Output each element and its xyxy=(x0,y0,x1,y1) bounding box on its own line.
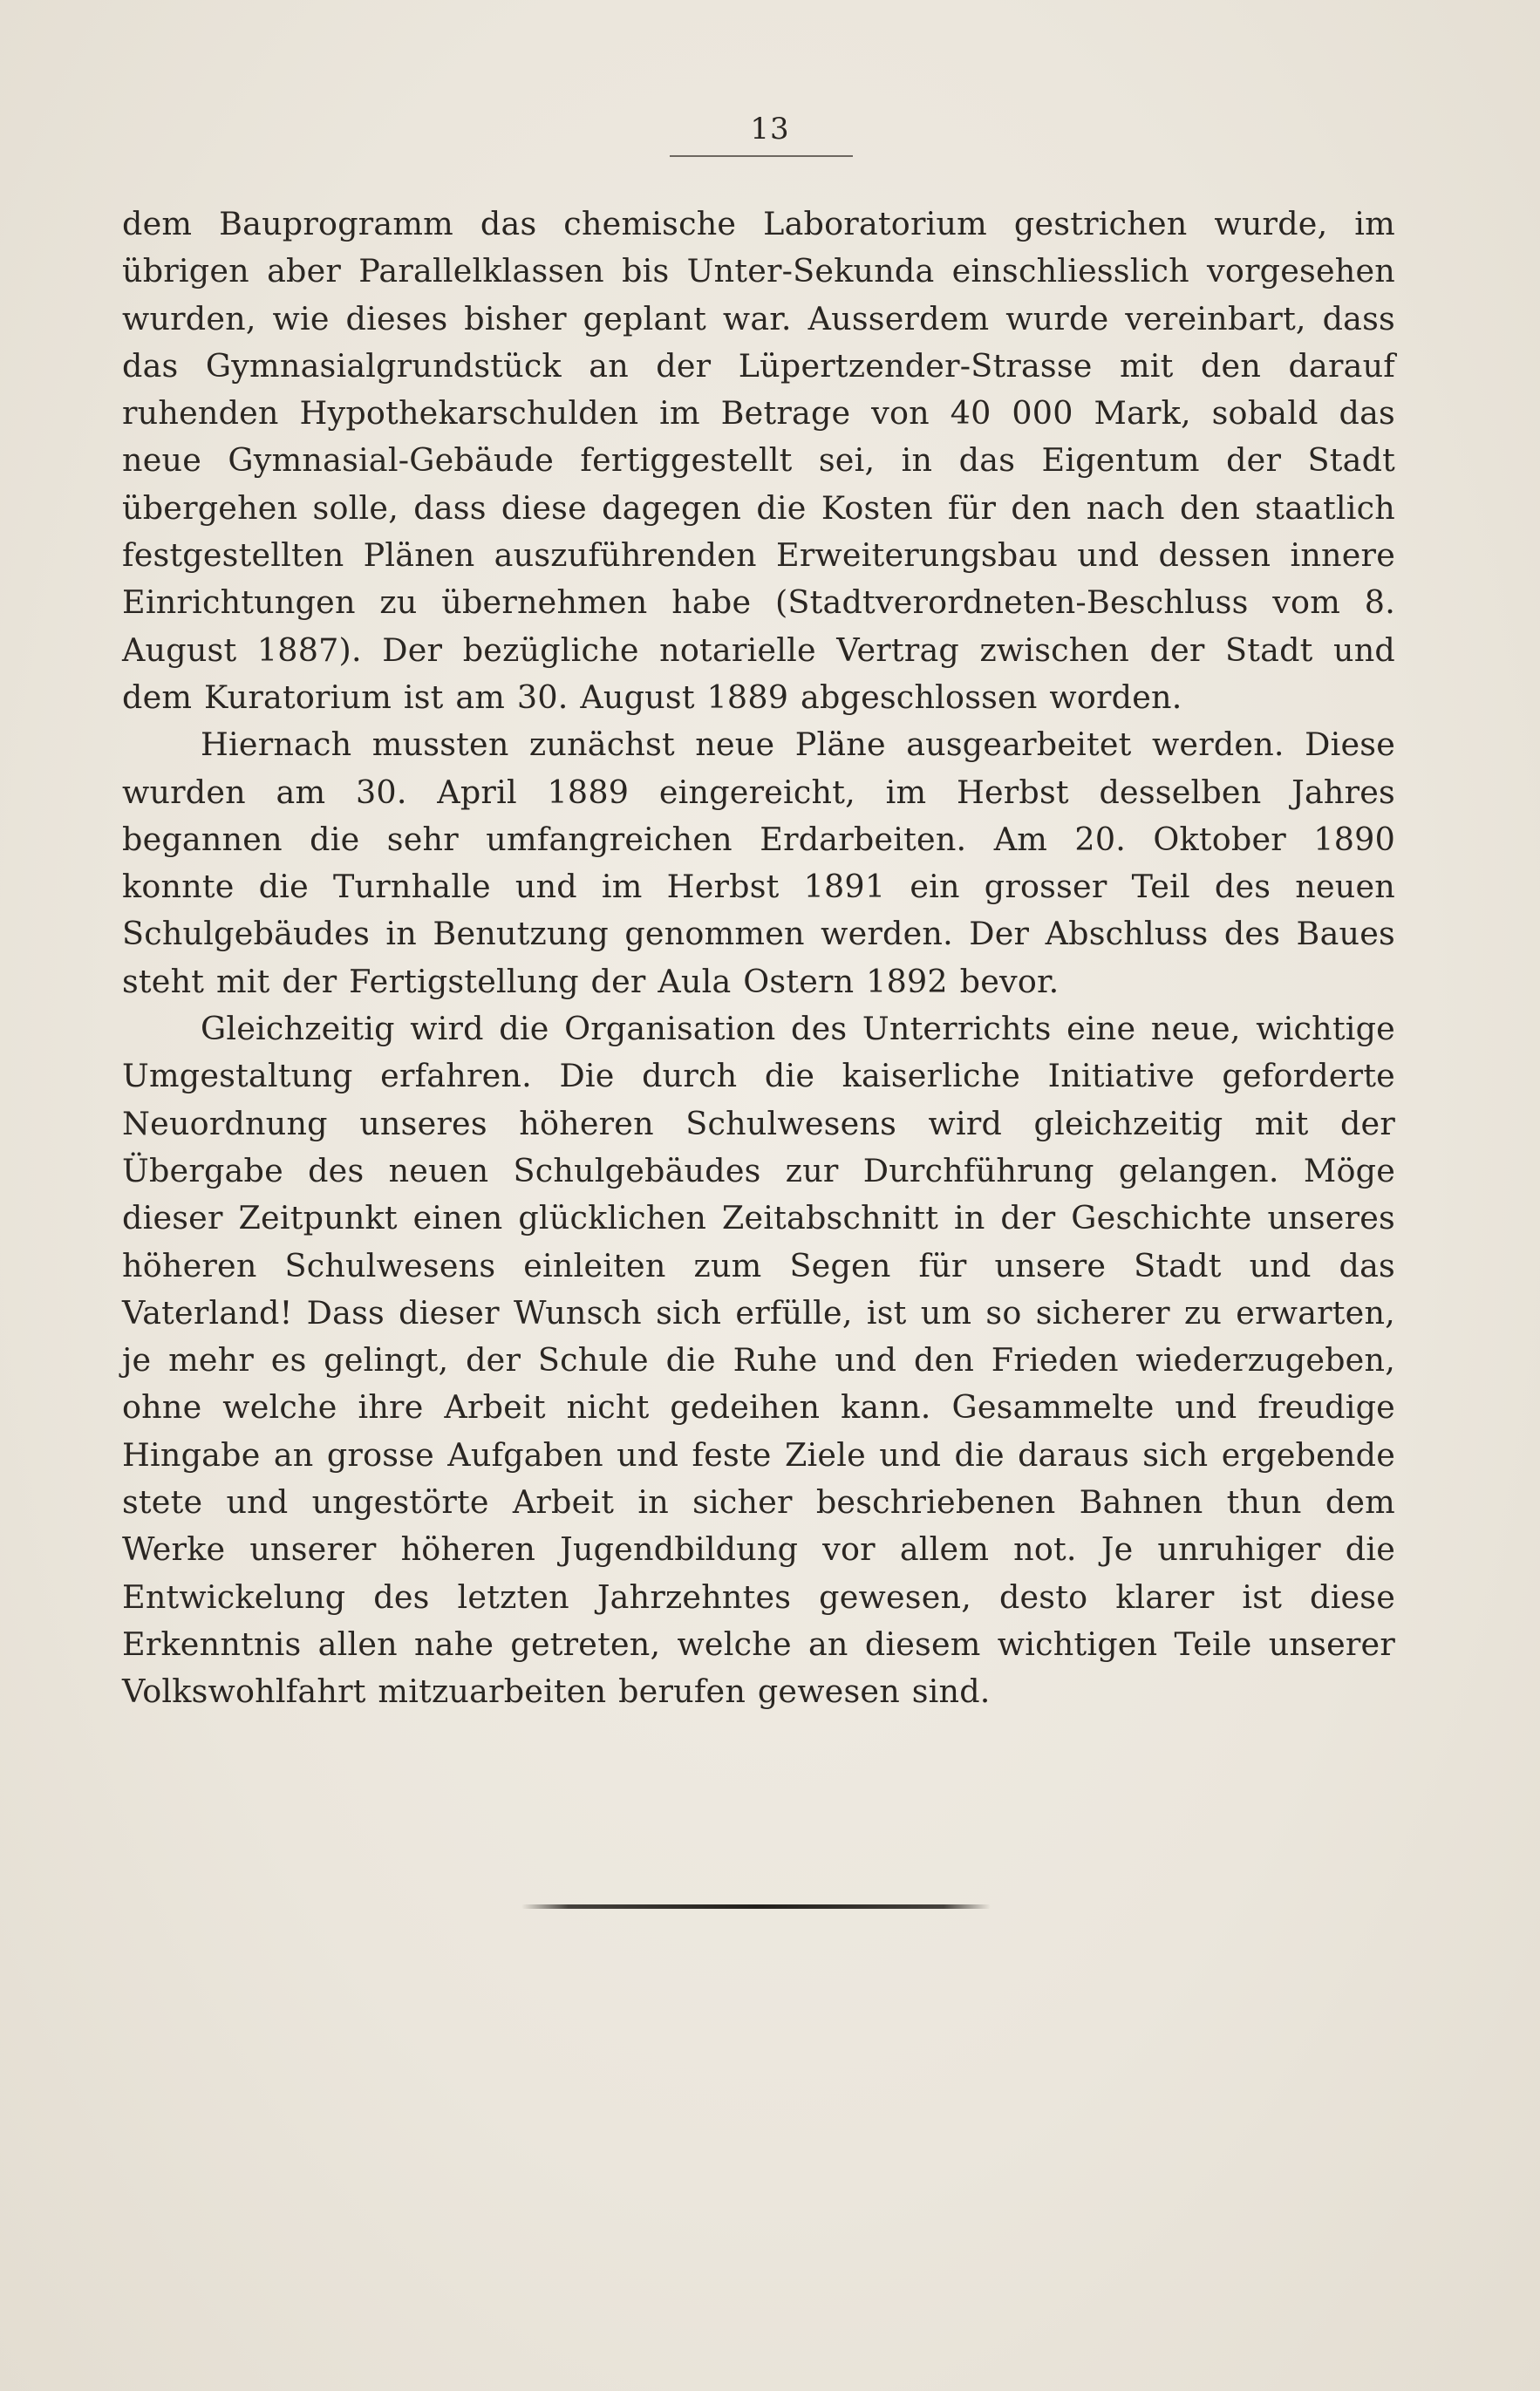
body-text xyxy=(122,201,1395,1716)
paragraph-1: dem Bauprogramm das chemische Laboratorium gestrichen wurde, im übrigen aber Parallelklassen bis Unter-Sekunda einschliesslich vorgesehen wurden, wie dieses bisher geplant war. Ausserdem wurde vereinbart, dass das Gymnasialgrundstück an der Lüpertzender-Strasse mit den darauf ruhenden Hypothekarschulden im Betrage von 40 000 Mark, sobald das neue Gymnasial-Gebäude fertiggestellt sei, in das Eigentum der Stadt übergehen solle, dass diese dagegen die Kosten für den nach den staatlich festgestellten Plänen auszuführenden Erweiterungsbau und dessen innere Einrichtungen zu übernehmen habe (Stadtverordneten-Beschluss vom 8. August 1887). Der bezügliche notarielle Vertrag zwischen der Stadt und dem Kuratorium ist am 30. August 1889 abgeschlossen worden. xyxy=(122,205,1395,716)
page-number: 13 xyxy=(750,112,790,146)
closing-rule xyxy=(521,1904,991,1909)
paragraph-2: Hiernach mussten zunächst neue Pläne ausgearbeitet werden. Diese wurden am 30. April 1889 eingereicht, im Herbst desselben Jahres begannen die sehr umfangreichen Erdarbeiten. Am 20. Oktober 1890 konnte die Turnhalle und im Herbst 1891 ein grosser Teil des neuen Schulgebäudes in Benutzung genommen werden. Der Abschluss des Baues steht mit der Fertigstellung der Aula Ostern 1892 bevor. xyxy=(122,725,1395,1000)
paragraph-3: Gleichzeitig wird die Organisation des Unterrichts eine neue, wichtige Umgestaltung erfahren. Die durch die kaiserliche Initiative geforderte Neuordnung unseres höheren Schulwesens wird gleichzeitig mit der Übergabe des neuen Schulgebäudes zur Durchführung gelangen. Möge dieser Zeitpunkt einen glücklichen Zeitabschnitt in der Geschichte unseres höheren Schulwesens einleiten zum Segen für unsere Stadt und das Vaterland! Dass dieser Wunsch sich erfülle, ist um so sicherer zu erwarten, je mehr es gelingt, der Schule die Ruhe und den Frieden wiederzugeben, ohne welche ihre Arbeit nicht gedeihen kann. Gesammelte und freudige Hingabe an grosse Aufgaben und feste Ziele und die daraus sich ergebende stete und ungestörte Arbeit in sicher beschriebenen Bahnen thun dem Werke unserer höheren Jugendbildung vor allem not. Je unruhiger die Entwickelung des letzten Jahrzehntes gewesen, desto klarer ist diese Erkenntnis allen nahe getreten, welche an diesem wichtigen Teile unserer Volkswohlfahrt mitzuarbeiten berufen gewesen sind. xyxy=(122,1010,1395,1711)
header-rule xyxy=(670,155,853,157)
